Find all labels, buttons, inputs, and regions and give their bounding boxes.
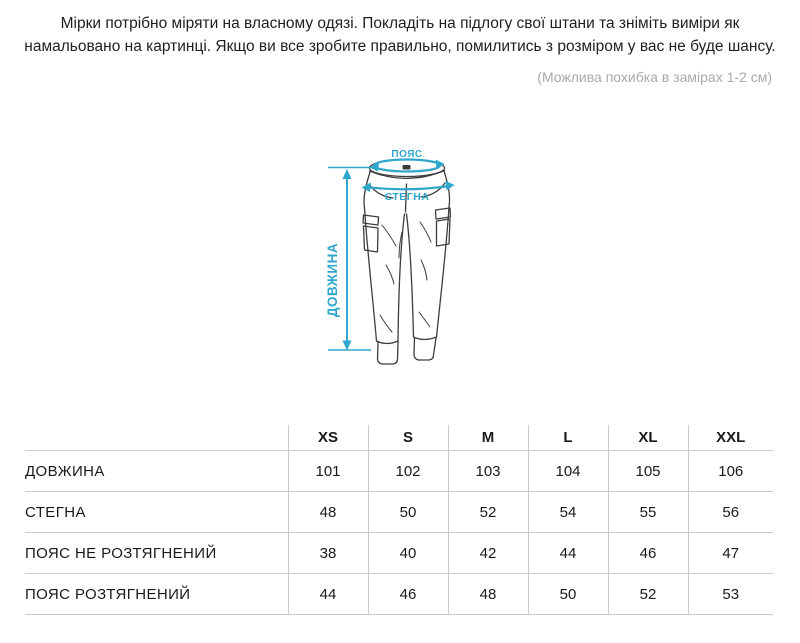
cell-value: 54: [528, 492, 608, 533]
hips-label: СТЕГНА: [384, 191, 430, 203]
measuring-instructions: [24, 12, 776, 58]
left-cuff: [378, 342, 399, 364]
left-cuff-gather: [377, 341, 399, 344]
cell-value: 48: [448, 574, 528, 615]
cell-value: 48: [288, 492, 368, 533]
cell-value: 52: [448, 492, 528, 533]
column-header-s: S: [368, 425, 448, 451]
cell-value: 44: [528, 533, 608, 574]
cell-value: 55: [608, 492, 688, 533]
cell-value: 50: [368, 492, 448, 533]
size-table-corner-cell: [25, 425, 288, 451]
cell-value: 105: [608, 451, 688, 492]
cell-value: 46: [368, 574, 448, 615]
right-inseam: [407, 214, 414, 337]
cell-value: 56: [688, 492, 773, 533]
instructions-line-2: намальовано на картинці. Якщо ви все зробите правильно, помилитись з розміром у вас не буде шансу.: [24, 38, 776, 55]
column-header-xl: XL: [608, 425, 688, 451]
waistband-button: [403, 165, 411, 170]
column-header-m: M: [448, 425, 528, 451]
table-row-waist-unstretched: [25, 533, 773, 574]
cell-value: 44: [288, 574, 368, 615]
waist-label: ПОЯС: [391, 149, 423, 160]
cell-value: 52: [608, 574, 688, 615]
fabric-fold-lines: [380, 222, 431, 332]
cell-value: 46: [608, 533, 688, 574]
cell-value: 47: [688, 533, 773, 574]
left-inseam: [398, 214, 405, 341]
pants-measurement-diagram: [318, 138, 468, 388]
table-row-hips: [25, 492, 773, 533]
tolerance-note: (Можлива похибка в замірах 1-2 см): [537, 69, 772, 85]
cell-value: 38: [288, 533, 368, 574]
cell-value: 40: [368, 533, 448, 574]
table-row-waist-stretched: [25, 574, 773, 615]
cell-value: 42: [448, 533, 528, 574]
table-row-length: [25, 451, 773, 492]
cell-value: 103: [448, 451, 528, 492]
cell-value: 53: [688, 574, 773, 615]
right-cuff-gather: [414, 337, 437, 340]
cell-value: 106: [688, 451, 773, 492]
column-header-l: L: [528, 425, 608, 451]
cell-value: 104: [528, 451, 608, 492]
cell-value: 101: [288, 451, 368, 492]
column-header-xs: XS: [288, 425, 368, 451]
column-header-xxl: XXL: [688, 425, 773, 451]
row-label: ПОЯС РОЗТЯГНЕНИЙ: [25, 574, 288, 615]
row-label: СТЕГНА: [25, 492, 288, 533]
row-label: ПОЯС НЕ РОЗТЯГНЕНИЙ: [25, 533, 288, 574]
cell-value: 102: [368, 451, 448, 492]
pants-illustration: [318, 138, 468, 388]
length-label: ДОВЖИНА: [325, 242, 340, 318]
instructions-line-1: Мірки потрібно міряти на власному одязі. Покладіть на підлогу свої штани та зніміть виміри як: [60, 15, 740, 32]
measurement-arrows: [325, 149, 455, 351]
right-cuff: [414, 338, 436, 360]
row-label: ДОВЖИНА: [25, 451, 288, 492]
left-outer-seam: [364, 172, 376, 341]
size-table-header-row: [25, 425, 773, 451]
right-outer-seam: [437, 171, 450, 337]
cell-value: 50: [528, 574, 608, 615]
size-table: [25, 425, 773, 615]
